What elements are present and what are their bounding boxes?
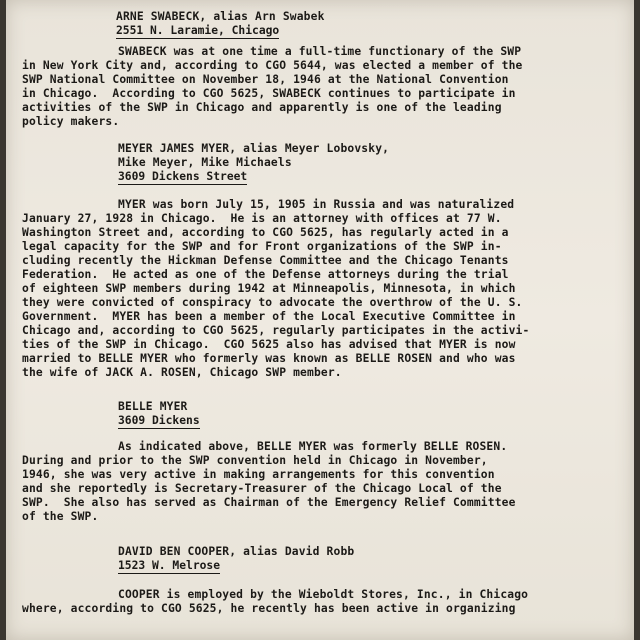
paragraph-line: the wife of JACK A. ROSEN, Chicago SWP member. xyxy=(22,366,342,379)
paragraph-line: cluding recently the Hickman Defense Committee and the Chicago Tenants xyxy=(22,254,509,267)
subject-name: DAVID BEN COOPER, alias David Robb xyxy=(118,545,355,558)
subject-address: 3609 Dickens xyxy=(118,414,200,427)
paragraph-line: of the SWP. xyxy=(22,510,99,523)
paragraph-line: Federation. He acted as one of the Defense attorneys during the trial xyxy=(22,268,509,281)
paragraph-line: of eighteen SWP members during 1942 at Minneapolis, Minnesota, in which xyxy=(22,282,516,295)
subject-address: 3609 Dickens Street xyxy=(118,170,248,183)
paragraph-line: SWP. She also has served as Chairman of the Emergency Relief Committee xyxy=(22,496,516,509)
paragraph-line: legal capacity for the SWP and for Front organizations of the SWP in- xyxy=(22,240,502,253)
paragraph-line: and she reportedly is Secretary-Treasurer of the Chicago Local of the xyxy=(22,482,502,495)
paragraph-line: ties of the SWP in Chicago. CGO 5625 also has advised that MYER is now xyxy=(22,338,516,351)
subject-alias: Mike Meyer, Mike Michaels xyxy=(118,156,292,169)
paragraph-line: Chicago and, according to CGO 5625, regularly participates in the activi- xyxy=(22,324,530,337)
subject-address: 1523 W. Melrose xyxy=(118,559,221,572)
paragraph-line: activities of the SWP in Chicago and apparently is one of the leading xyxy=(22,101,502,114)
paragraph-line: Washington Street and, according to CGO 5625, has regularly acted in a xyxy=(22,226,509,239)
paragraph-line: they were convicted of conspiracy to advocate the overthrow of the U. S. xyxy=(22,296,523,309)
paragraph-line: policy makers. xyxy=(22,115,120,128)
subject-name: BELLE MYER xyxy=(118,400,188,413)
paragraph-line: Government. MYER has been a member of the Local Executive Committee in xyxy=(22,310,516,323)
paragraph-line: COOPER is employed by the Wieboldt Stores, Inc., in Chicago xyxy=(118,588,529,601)
subject-address: 2551 N. Laramie, Chicago xyxy=(116,24,280,37)
paragraph-line: married to BELLE MYER who formerly was known as BELLE ROSEN and who was xyxy=(22,352,516,365)
paragraph-line: in Chicago. According to CGO 5625, SWABECK continues to participate in xyxy=(22,87,516,100)
paragraph-line: 1946, she was very active in making arrangements for this convention xyxy=(22,468,495,481)
subject-name: ARNE SWABECK, alias Arn Swabek xyxy=(116,10,325,23)
paragraph-line: MYER was born July 15, 1905 in Russia and was naturalized xyxy=(118,198,515,211)
subject-name: MEYER JAMES MYER, alias Meyer Lobovsky, xyxy=(118,142,390,155)
document-page xyxy=(6,0,634,640)
paragraph-line: As indicated above, BELLE MYER was formerly BELLE ROSEN. xyxy=(118,440,508,453)
paragraph-line: SWP National Committee on November 18, 1946 at the National Convention xyxy=(22,73,509,86)
paragraph-line: During and prior to the SWP convention held in Chicago in November, xyxy=(22,454,488,467)
paragraph-line: in New York City and, according to CGO 5644, was elected a member of the xyxy=(22,59,523,72)
paragraph-line: where, according to CGO 5625, he recently has been active in organizing xyxy=(22,602,516,615)
paragraph-line: January 27, 1928 in Chicago. He is an attorney with offices at 77 W. xyxy=(22,212,502,225)
paragraph-line: SWABECK was at one time a full-time functionary of the SWP xyxy=(118,45,522,58)
